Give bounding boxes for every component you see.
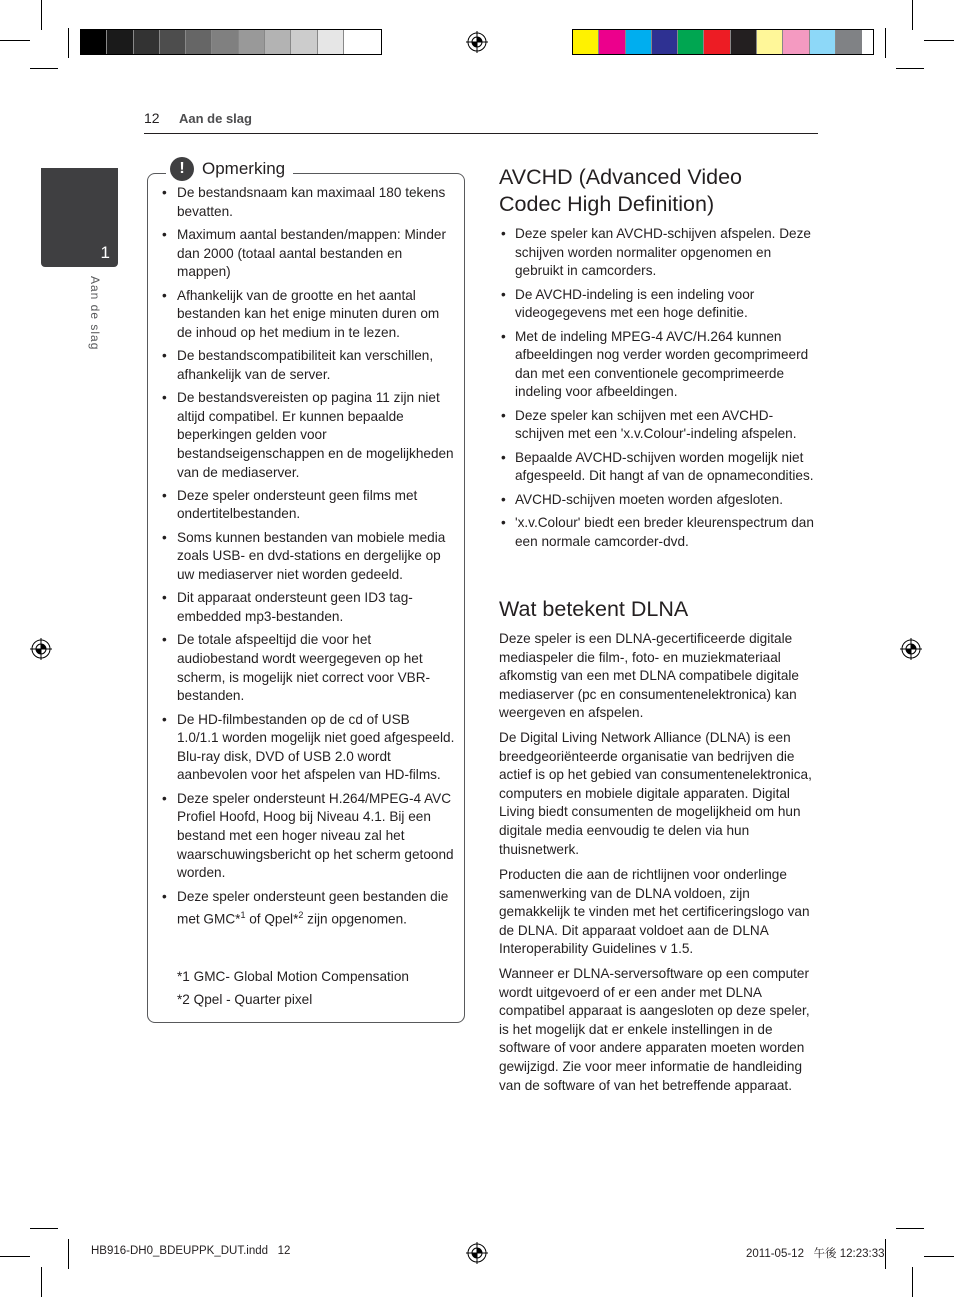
list-item: • Met de indeling MPEG-4 AVC/H.264 kunnen afbeeldingen nog verder worden gecomprimeerd dan met een conventionele gecomprimeerde indeling voor afbeeldingen. (499, 328, 819, 402)
running-head: Aan de slag (179, 111, 252, 126)
list-item: • Dit apparaat ondersteunt geen ID3 tag-embedded mp3-bestanden. (159, 589, 455, 626)
gray-color-bar (80, 29, 382, 55)
list-item: • AVCHD-schijven moeten worden afgesloten. (499, 491, 819, 510)
list-item: • De totale afspeeltijd die voor het audiobestand wordt weergegeven op het scherm, is mogelijk niet correct voor VBR-bestanden. (159, 631, 455, 705)
registration-mark-icon (466, 31, 488, 53)
gray-swatch (344, 30, 370, 54)
avchd-list (499, 225, 819, 556)
gray-swatch (212, 30, 238, 54)
crop-mark (896, 68, 924, 69)
registration-mark-icon (30, 638, 52, 660)
list-item: • De bestandsvereisten op pagina 11 zijn niet altijd compatibel. Er kunnen bepaalde beperkingen gelden voor bestandseigenschappen en de mogelijkheden van de mediaserver. (159, 389, 455, 482)
list-item: • 'x.v.Colour' biedt een breder kleurenspectrum dan een normale camcorder-dvd. (499, 514, 819, 551)
footnote: *1 GMC- Global Motion Compensation (177, 969, 409, 984)
color-swatch (731, 30, 757, 54)
process-color-bar (572, 29, 874, 55)
registration-mark-icon (900, 638, 922, 660)
page-number: 12 (144, 110, 160, 126)
list-item: • De bestandsnaam kan maximaal 180 tekens bevatten. (159, 184, 455, 221)
footnote-ref: 2 (298, 910, 304, 921)
crop-mark (68, 28, 69, 58)
registration-mark-icon (466, 1242, 488, 1264)
color-swatch (783, 30, 809, 54)
list-item: • Deze speler ondersteunt geen films met ondertitelbestanden. (159, 487, 455, 524)
crop-mark (68, 1239, 69, 1269)
exclamation-icon: ! (170, 157, 194, 181)
color-swatch (757, 30, 783, 54)
heading-line: AVCHD (Advanced Video (499, 165, 742, 189)
gray-swatch (107, 30, 133, 54)
paragraph: Wanneer er DLNA-serversoftware op een computer wordt uitgevoerd of er een ander met DLNA compatibel apparaat is aangesloten op deze speler, is het mogelijk dat er enkele instellingen in de software of voor andere apparaten moeten worden gewijzigd. Zie voor meer informatie de handleiding van de software of van het betreffende apparaat. (499, 966, 810, 1093)
footnote: *2 Qpel - Quarter pixel (177, 992, 313, 1007)
color-swatch (704, 30, 730, 54)
paragraph: Producten die aan de richtlijnen voor onderlinge samenwerking van de DLNA voldoen, zijn gemakkelijk te vinden met het certificeringslogo van de DLNA. Dit apparaat voldoet aan de DLNA Interoperability Guidelines v 1.5. (499, 867, 810, 957)
crop-mark (885, 1239, 886, 1269)
color-swatch (573, 30, 599, 54)
gray-swatch (81, 30, 107, 54)
list-item: • Deze speler kan schijven met een AVCHD-schijven met een 'x.v.Colour'-indeling afspelen. (499, 407, 819, 444)
color-swatch (836, 30, 862, 54)
chapter-label: Aan de slag (88, 276, 102, 351)
paragraph: De Digital Living Network Alliance (DLNA) is een breedgeoriënteerde organisatie van bedrijven die actief is op het gebied van consumentenelektronica, computers en mobiele digitale apparaten. Digital Living biedt consumenten de mogelijkheid om hun digitale media eenvoudig te delen via hun thuisnetwerk. (499, 730, 812, 857)
gray-swatch (265, 30, 291, 54)
chapter-number: 1 (100, 243, 110, 262)
gray-swatch (239, 30, 265, 54)
list-item: • Deze speler ondersteunt H.264/MPEG-4 AVC Profiel Hoofd, Hoog bij Niveau 4.1. Bij een bestand met een hoger niveau zal het waarschuwingsbericht op het scherm getoond worden. (159, 790, 455, 883)
list-item: • Maximum aantal bestanden/mappen: Minder dan 2000 (totaal aantal bestanden en mappen) (159, 226, 455, 282)
note-title: Opmerking (202, 159, 286, 178)
chapter-tab (41, 168, 118, 267)
footer-file-name: HB916-DH0_BDEUPPK_DUT.indd 12 (91, 1245, 291, 1257)
list-item-text: of Qpel* (245, 911, 299, 927)
color-swatch (810, 30, 836, 54)
list-item: • De AVCHD-indeling is een indeling voor videogegevens met een hoge definitie. (499, 286, 819, 323)
list-item (159, 888, 455, 930)
crop-mark (912, 1267, 913, 1297)
list-item: • De HD-filmbestanden op de cd of USB 1.0/1.1 worden mogelijk niet goed afgespeeld. Blu-ray disk, DVD of USB 2.0 wordt aanbevolen voor het afspelen van HD-films. (159, 711, 455, 785)
crop-mark (924, 40, 954, 41)
gray-swatch (186, 30, 212, 54)
gray-swatch (160, 30, 186, 54)
footer-datetime: 2011-05-12 午後 12:23:33 (746, 1248, 885, 1260)
gray-swatch (318, 30, 344, 54)
list-item: • De bestandscompatibiliteit kan verschillen, afhankelijk van de server. (159, 347, 455, 384)
crop-mark (41, 1267, 42, 1297)
crop-mark (30, 1228, 58, 1229)
crop-mark (0, 40, 30, 41)
paragraph: Deze speler is een DLNA-gecertificeerde digitale mediaspeler die film-, foto- en muziekmateriaal afkomstig van een met DLNA compatibele digitale mediaserver (pc en consumentenelektronica) kan weergeven en afspelen. (499, 631, 799, 721)
crop-mark (924, 1256, 954, 1257)
list-item: • Bepaalde AVCHD-schijven worden mogelijk niet afgespeeld. Dit hangt af van de opnamecondities. (499, 449, 819, 486)
note-list (159, 184, 455, 934)
crop-mark (912, 0, 913, 30)
crop-mark (41, 0, 42, 30)
color-swatch (678, 30, 704, 54)
footnote-ref: 1 (240, 910, 246, 921)
gray-swatch (291, 30, 317, 54)
crop-mark (885, 28, 886, 58)
header-rule (144, 133, 818, 134)
color-swatch (626, 30, 652, 54)
heading-line: Codec High Definition) (499, 192, 715, 216)
crop-mark (0, 1256, 30, 1257)
list-item: • Soms kunnen bestanden van mobiele media zoals USB- en dvd-stations en dergelijke op uw mediaserver niet worden gedeeld. (159, 529, 455, 585)
list-item-text: Deze speler ondersteunt geen bestanden die met GMC* (177, 888, 449, 927)
section-heading-dlna: Wat betekent DLNA (499, 597, 689, 621)
list-item: • Deze speler kan AVCHD-schijven afspelen. Deze schijven worden normaliter opgenomen en gebruikt in camcorders. (499, 225, 819, 281)
color-swatch (652, 30, 678, 54)
note-header (166, 157, 293, 181)
crop-mark (896, 1228, 924, 1229)
crop-mark (30, 68, 58, 69)
color-swatch (599, 30, 625, 54)
list-item: • Afhankelijk van de grootte en het aantal bestanden kan het enige minuten duren om de inhoud op het medium in te lezen. (159, 287, 455, 343)
gray-swatch (134, 30, 160, 54)
section-heading-avchd (499, 164, 742, 218)
list-item-text: zijn opgenomen. (303, 911, 407, 927)
